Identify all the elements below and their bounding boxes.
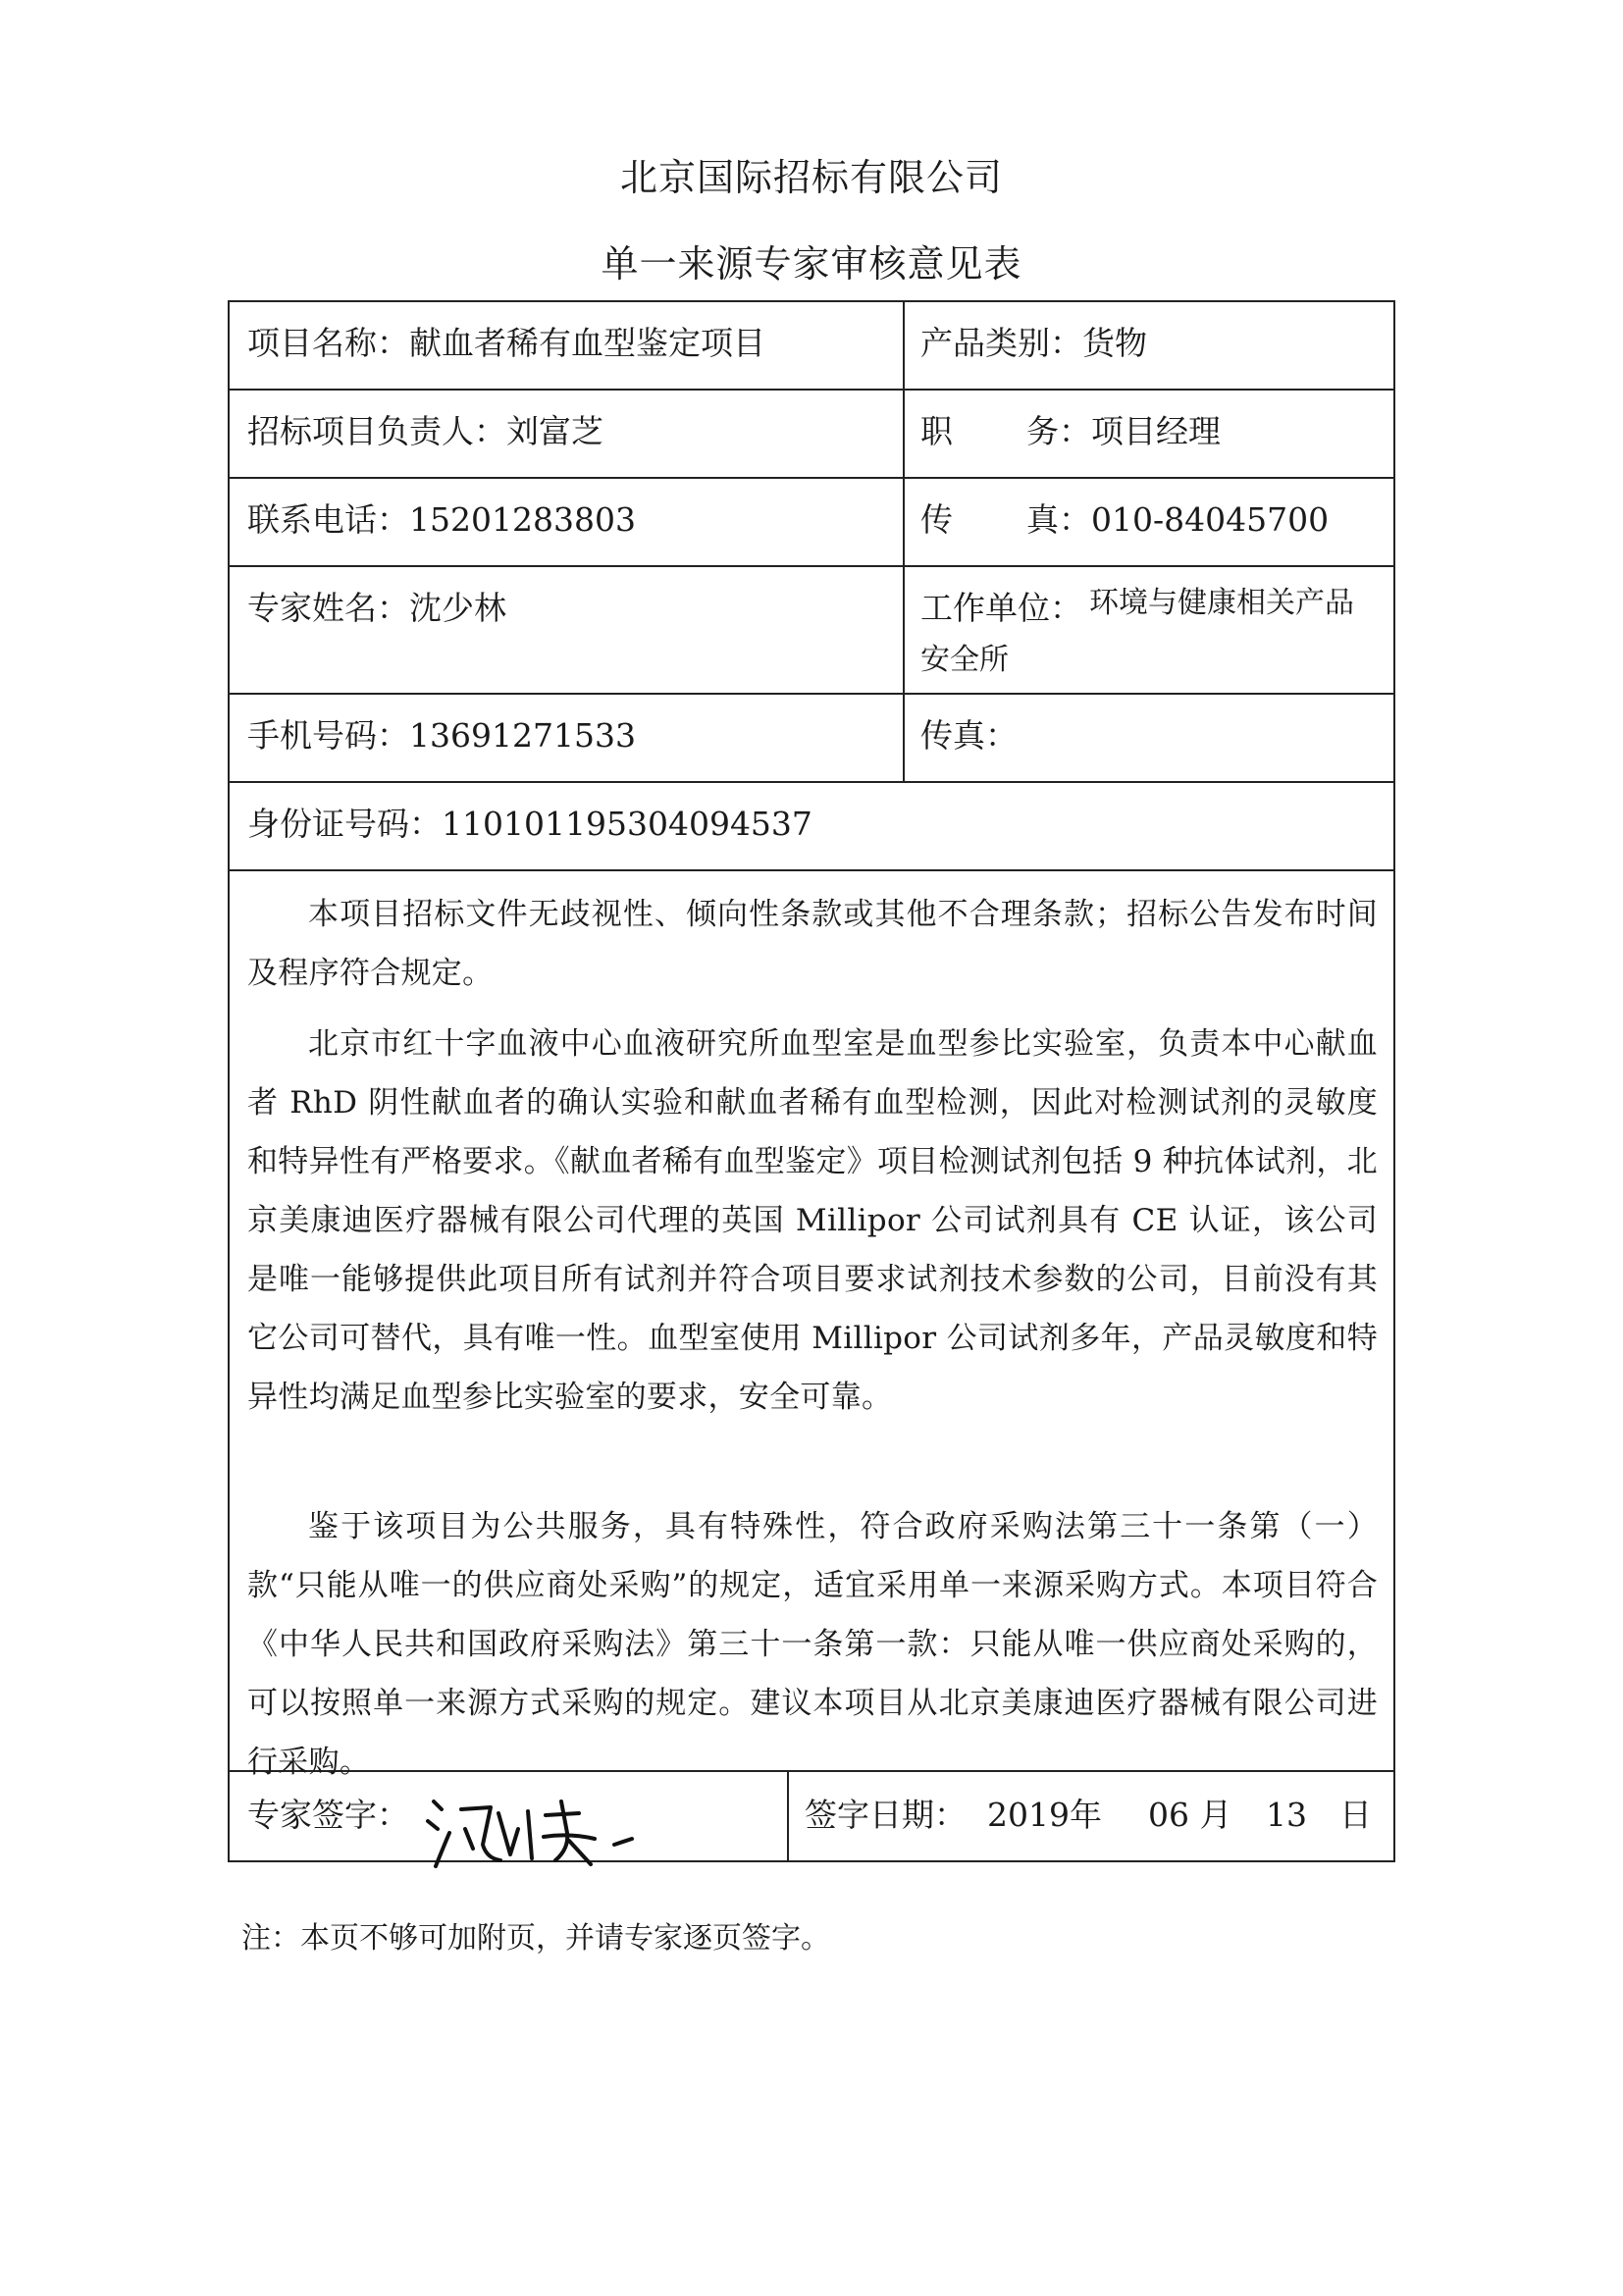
sign-date-label: 签字日期：: [805, 1796, 967, 1834]
opinion-paragraph-2: 北京市红十字血液中心血液研究所血型室是血型参比实验室，负责本中心献血者 RhD 阴性献血者的确认实验和献血者稀有血型检测，因此对检测试剂的灵敏度和特异性有严格要求。《献血者稀有血型鉴定》项目检测试剂包括 9 种抗体试剂，北京美康迪医疗器械有限公司代理的英国 Millipor 公司试剂具有 CE 认证，该公司是唯一能够提供此项目所有试剂并符合项目要求试剂技术参数的公司，目前没有其它公司可替代，具有唯一性。血型室使用 Millipor 公司试剂多年，产品灵敏度和特异性均满足血型参比实验室的要求，安全可靠。: [247, 1026, 1378, 1415]
expert-fax-field: 传真：: [920, 716, 1018, 755]
row-divider: [230, 389, 1393, 391]
row-divider: [230, 693, 1393, 695]
row-divider: [230, 477, 1393, 479]
company-title: 北京国际招标有限公司: [619, 156, 1003, 199]
column-divider: [903, 302, 905, 781]
row-divider: [230, 565, 1393, 567]
fax-field: 真：010-84045700: [1026, 500, 1330, 539]
sign-date-month: 06 月: [1148, 1796, 1232, 1834]
contact-phone-field: 联系电话：15201283803: [247, 500, 636, 539]
signature-label: 专家签字：: [247, 1796, 409, 1834]
sign-date-day: 13 日: [1266, 1796, 1372, 1834]
footnote: 注：本页不够可加附页，并请专家逐页签字。: [241, 1921, 830, 1956]
position-field: 务：项目经理: [1026, 412, 1221, 450]
row-divider: [230, 869, 1393, 871]
fax-label: 传: [920, 500, 953, 539]
work-unit-label: 工作单位：: [920, 589, 1082, 627]
project-name-field: 项目名称：献血者稀有血型鉴定项目: [247, 324, 765, 362]
sign-date-year: 2019年: [987, 1796, 1102, 1834]
product-category-field: 产品类别：货物: [920, 324, 1147, 362]
row-divider: [230, 781, 1393, 783]
mobile-number-field: 手机号码：13691271533: [247, 716, 636, 755]
expert-name-field: 专家姓名：沈少林: [247, 589, 506, 627]
work-unit-field: 环境与健康相关产品安全所: [920, 586, 1354, 677]
form-title: 单一来源专家审核意见表: [601, 242, 1022, 286]
opinion-paragraph-3: 鉴于该项目为公共服务，具有特殊性，符合政府采购法第三十一条第（一）款“只能从唯一的供应商处采购”的规定，适宜采用单一来源采购方式。本项目符合《中华人民共和国政府采购法》第三十一条第一款：只能从唯一供应商处采购的，可以按照单一来源方式采购的规定。建议本项目从北京美康迪医疗器械有限公司进行采购。: [247, 1509, 1378, 1780]
id-number-field: 身份证号码：110101195304094537: [247, 805, 812, 843]
review-form-table: [228, 300, 1395, 1862]
opinion-paragraph-1: 本项目招标文件无歧视性、倾向性条款或其他不合理条款；招标公告发布时间及程序符合规定。: [247, 897, 1378, 991]
handwritten-signature: [422, 1790, 657, 1878]
position-label: 职: [920, 412, 953, 450]
project-manager-field: 招标项目负责人：刘富芝: [247, 412, 603, 450]
